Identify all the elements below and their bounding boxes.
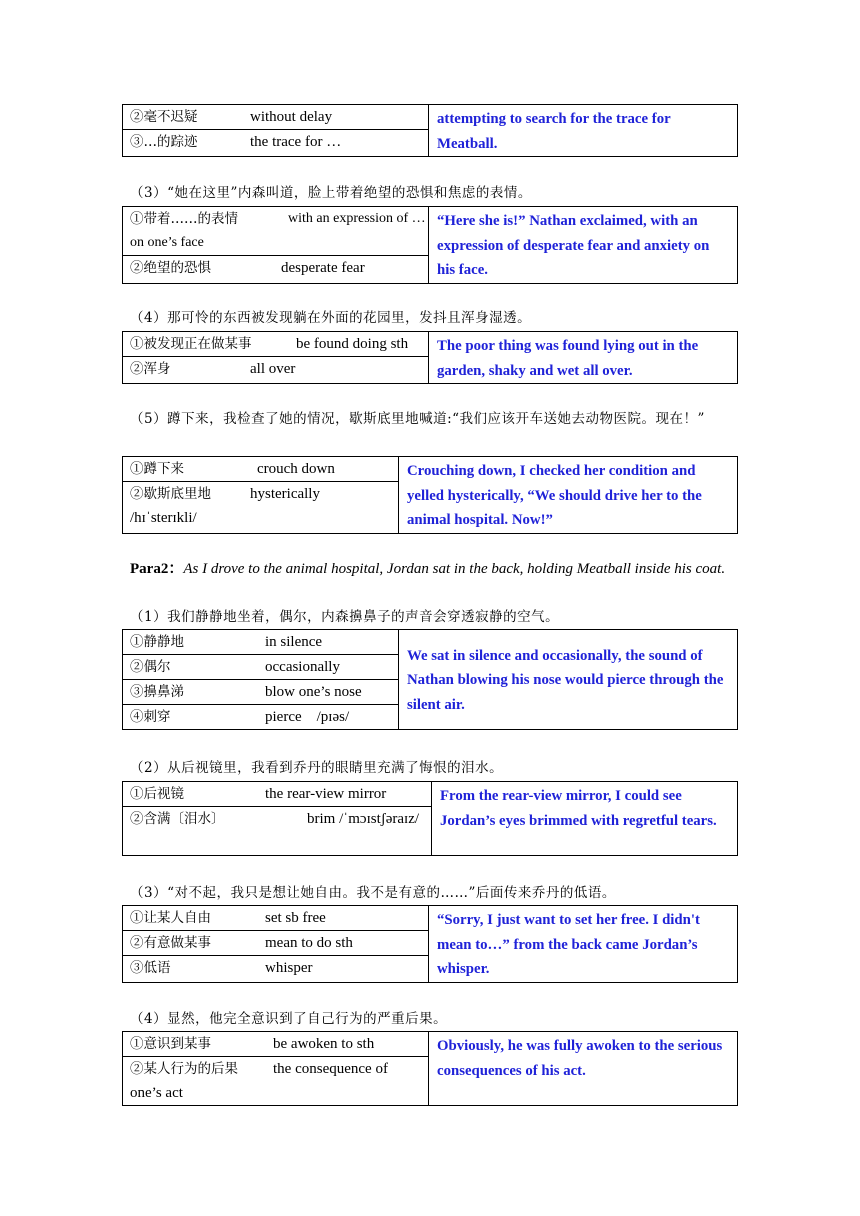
vocab-cn: ②偶尔 [130, 659, 171, 675]
vocab-table-4b [122, 1031, 738, 1106]
vocab-list [123, 105, 429, 157]
vocab-en: occasionally [265, 659, 340, 675]
vocab-list [123, 207, 429, 284]
vocab-table-5a [122, 456, 738, 534]
vocab-en: the consequence of [273, 1061, 388, 1077]
prompt-2b: （2）从后视镜里，我看到乔丹的眼睛里充满了悔恨的泪水。 [130, 760, 504, 776]
vocab-row [123, 1032, 428, 1056]
vocab-en: with an expression of … [288, 211, 426, 226]
vocab-en: blow one’s nose [265, 684, 362, 700]
vocab-row [123, 906, 428, 930]
vocab-cn: ①后视镜 [130, 786, 184, 802]
vocab-en: set sb free [265, 910, 326, 926]
vocab-cn: ②歇斯底里地 [130, 486, 211, 502]
vocab-row-cont [130, 506, 398, 530]
answer-cell: Crouching down, I checked her condition and yelled hysterically, “We should drive her to the animal hospital. Now!” [399, 457, 738, 534]
vocab-row [123, 806, 431, 831]
vocab-cn: ③擤鼻涕 [130, 684, 184, 700]
vocab-en: brim /ˈmɔɪstʃəraɪz/ [307, 811, 420, 827]
prompt-4a: （4）那可怜的东西被发现躺在外面的花园里，发抖且浑身湿透。 [130, 310, 532, 326]
vocab-en: desperate fear [281, 260, 365, 276]
vocab-table-3b [122, 905, 738, 983]
vocab-row [123, 782, 431, 806]
vocab-list [123, 906, 429, 983]
prompt-4b: （4）显然，他完全意识到了自己行为的严重后果。 [130, 1011, 448, 1027]
para2-label: Para2： [130, 561, 184, 577]
vocab-row [130, 332, 428, 356]
vocab-cn: ④刺穿 [130, 709, 171, 725]
vocab-en: on one’s face [130, 235, 204, 250]
vocab-en: pierce /pɪəs/ [265, 709, 350, 725]
vocab-list [123, 630, 399, 730]
vocab-en: without delay [250, 109, 333, 125]
vocab-en: one’s act [130, 1085, 183, 1101]
vocab-row [123, 129, 428, 154]
vocab-row-cont [123, 1081, 428, 1105]
vocab-cn: ②绝望的恐惧 [130, 260, 211, 276]
vocab-en: whisper [265, 960, 313, 976]
para2-text [130, 557, 740, 581]
vocab-en: the rear-view mirror [265, 786, 387, 802]
vocab-en: in silence [265, 634, 323, 650]
vocab-row [130, 457, 398, 481]
vocab-cn: ②有意做某事 [130, 935, 211, 951]
vocab-en: be found doing sth [296, 336, 409, 352]
vocab-row [130, 105, 428, 129]
answer-cell: “Here she is!” Nathan exclaimed, with an expression of desperate fear and anxiety on his face. [429, 207, 738, 284]
answer-cell: attempting to search for the trace for Meatball. [429, 105, 738, 157]
prompt-3b: （3）“对不起，我只是想让她自由。我不是有意的……”后面传来乔丹的低语。 [130, 885, 616, 901]
vocab-cn: ①被发现正在做某事 [130, 336, 252, 352]
prompt-1b: （1）我们静静地坐着，偶尔，内森擤鼻子的声音会穿透寂静的空气。 [130, 609, 560, 625]
vocab-row-spacer [123, 831, 431, 855]
vocab-en: hysterically [250, 486, 320, 502]
vocab-list [123, 1032, 429, 1106]
vocab-en: all over [250, 361, 296, 377]
vocab-table-4a [122, 331, 738, 384]
vocab-row [123, 356, 428, 381]
vocab-list [123, 332, 429, 384]
vocab-cn: ①让某人自由 [130, 910, 211, 926]
vocab-cn: ③低语 [130, 960, 171, 976]
vocab-cn: ①意识到某事 [130, 1036, 211, 1052]
phonetic: /hɪˈsterɪkli/ [130, 510, 197, 526]
vocab-row [123, 255, 428, 280]
vocab-en: crouch down [257, 461, 335, 477]
vocab-cn: ①带着……的表情 [130, 211, 238, 227]
vocab-cn: ①静静地 [130, 634, 184, 650]
vocab-list [123, 782, 432, 856]
vocab-en: be awoken to sth [273, 1036, 375, 1052]
vocab-row [123, 930, 428, 955]
vocab-row-cont [130, 231, 428, 255]
vocab-cn: ②浑身 [130, 361, 171, 377]
vocab-table-1b [122, 629, 738, 730]
vocab-row [123, 630, 398, 654]
answer-cell: “Sorry, I just want to set her free. I didn't mean to…” from the back came Jordan’s whisper. [429, 906, 738, 983]
vocab-cn: ②某人行为的后果 [130, 1061, 238, 1077]
vocab-row [123, 1056, 428, 1081]
vocab-en: the trace for … [250, 134, 342, 150]
answer-cell: From the rear-view mirror, I could see Jordan’s eyes brimmed with regretful tears. [432, 782, 738, 856]
vocab-cn: ③…的踪迹 [130, 134, 198, 150]
vocab-row [123, 704, 398, 729]
vocab-table-top [122, 104, 738, 157]
answer-cell: Obviously, he was fully awoken to the serious consequences of his act. [429, 1032, 738, 1106]
vocab-row [123, 955, 428, 980]
prompt-3a: （3）“她在这里”内森叫道，脸上带着绝望的恐惧和焦虑的表情。 [130, 185, 532, 201]
vocab-list [123, 457, 399, 534]
vocab-row [123, 481, 398, 506]
vocab-row [123, 679, 398, 704]
vocab-cn: ①蹲下来 [130, 461, 184, 477]
vocab-en: mean to do sth [265, 935, 353, 951]
answer-cell: We sat in silence and occasionally, the sound of Nathan blowing his nose would pierce through the silent air. [399, 630, 738, 730]
answer-cell: The poor thing was found lying out in the garden, shaky and wet all over. [429, 332, 738, 384]
vocab-row [130, 207, 428, 231]
prompt-5a: （5）蹲下来，我检查了她的情况，歇斯底里地喊道:“我们应该开车送她去动物医院。现在！” [130, 411, 705, 427]
vocab-cn: ②含满〔泪水〕 [130, 811, 225, 827]
para2-sentence: As I drove to the animal hospital, Jordan sat in the back, holding Meatball inside his coat. [183, 561, 726, 577]
vocab-row [123, 654, 398, 679]
vocab-table-2b [122, 781, 738, 856]
vocab-cn: ②毫不迟疑 [130, 109, 198, 125]
vocab-table-3a [122, 206, 738, 284]
